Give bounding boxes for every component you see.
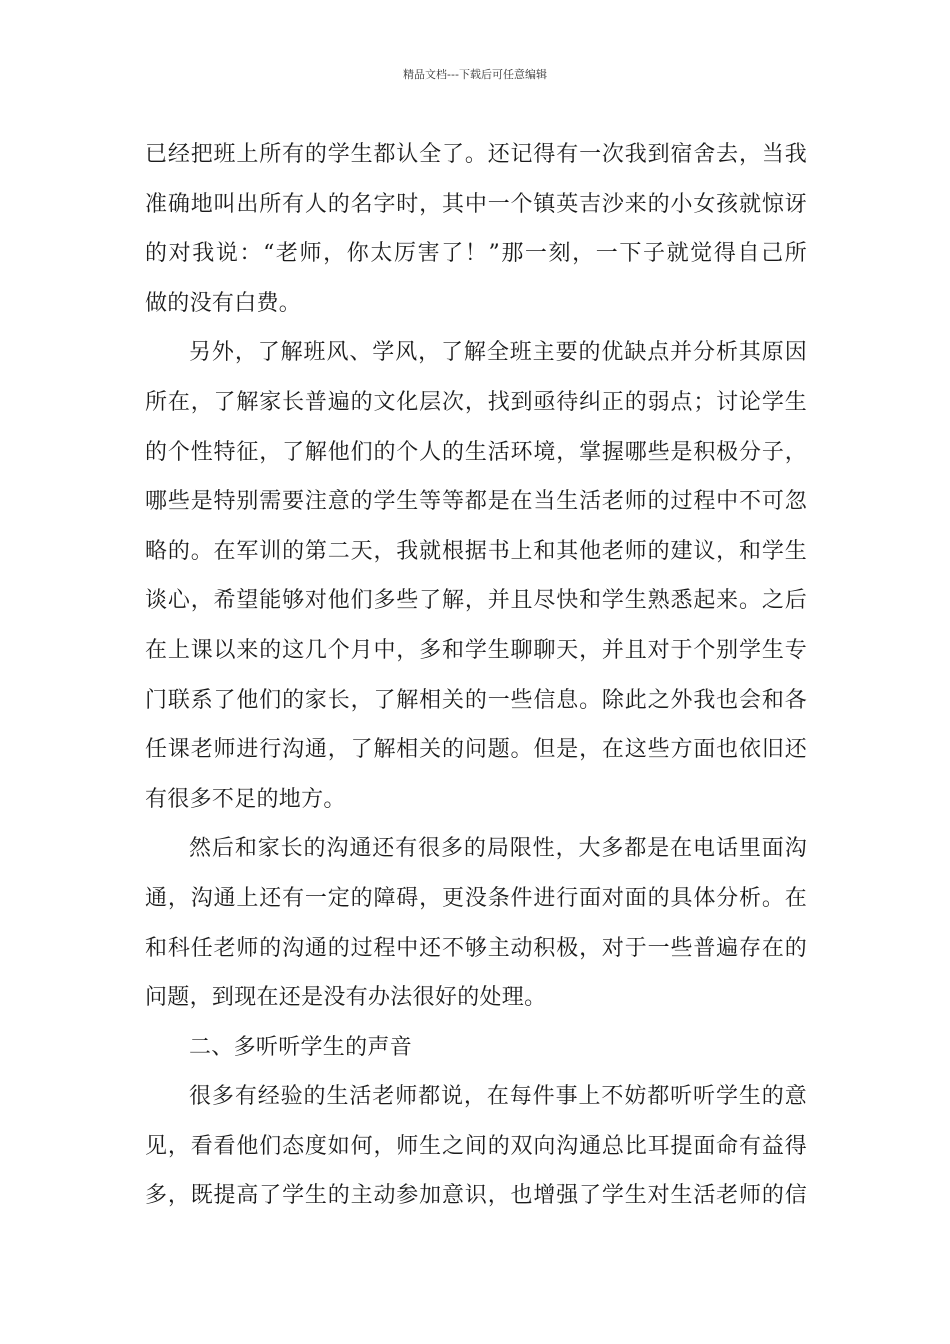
text-line: 问题，到现在还是没有办法很好的处理。 [145, 985, 547, 1011]
text-line: 哪些是特别需要注意的学生等等都是在当生活老师的过程中不可忽 [145, 489, 807, 515]
section-heading: 二、多听听学生的声音 [189, 1034, 413, 1060]
text-line: 通，沟通上还有一定的障碍，更没条件进行面对面的具体分析。在 [145, 885, 807, 911]
text-line: 任课老师进行沟通，了解相关的问题。但是，在这些方面也依旧还 [145, 737, 807, 763]
text-line: 谈心，希望能够对他们多些了解，并且尽快和学生熟悉起来。之后 [145, 588, 807, 614]
text-line: 的对我说：“老师，你太厉害了！”那一刻，一下子就觉得自己所 [145, 241, 807, 267]
text-line: 有很多不足的地方。 [145, 786, 346, 812]
page-header: 精品文档---下载后可任意编辑 [403, 68, 547, 81]
text-line: 所在，了解家长普遍的文化层次，找到亟待纠正的弱点；讨论学生 [145, 389, 807, 415]
text-line: 略的。在军训的第二天，我就根据书上和其他老师的建议，和学生 [145, 538, 807, 564]
text-line: 见，看看他们态度如何，师生之间的双向沟通总比耳提面命有益得 [145, 1133, 807, 1159]
text-line: 门联系了他们的家长，了解相关的一些信息。除此之外我也会和各 [145, 687, 807, 713]
text-line: 做的没有白费。 [145, 290, 302, 316]
text-line: 和科任老师的沟通的过程中还不够主动积极，对于一些普遍存在的 [145, 935, 807, 961]
text-line: 在上课以来的这几个月中，多和学生聊聊天，并且对于个别学生专 [145, 637, 807, 663]
text-line: 多，既提高了学生的主动参加意识，也增强了学生对生活老师的信 [145, 1183, 807, 1209]
text-line: 很多有经验的生活老师都说，在每件事上不妨都听听学生的意 [189, 1084, 807, 1110]
body-text [145, 130, 807, 1221]
text-line: 另外，了解班风、学风，了解全班主要的优缺点并分析其原因 [189, 340, 807, 366]
text-line: 然后和家长的沟通还有很多的局限性，大多都是在电话里面沟 [189, 836, 807, 862]
text-line: 已经把班上所有的学生都认全了。还记得有一次我到宿舍去，当我 [145, 142, 807, 167]
text-line: 准确地叫出所有人的名字时，其中一个镇英吉沙来的小女孩就惊讶 [145, 191, 807, 217]
text-line: 的个性特征，了解他们的个人的生活环境，掌握哪些是积极分子， [145, 439, 807, 465]
